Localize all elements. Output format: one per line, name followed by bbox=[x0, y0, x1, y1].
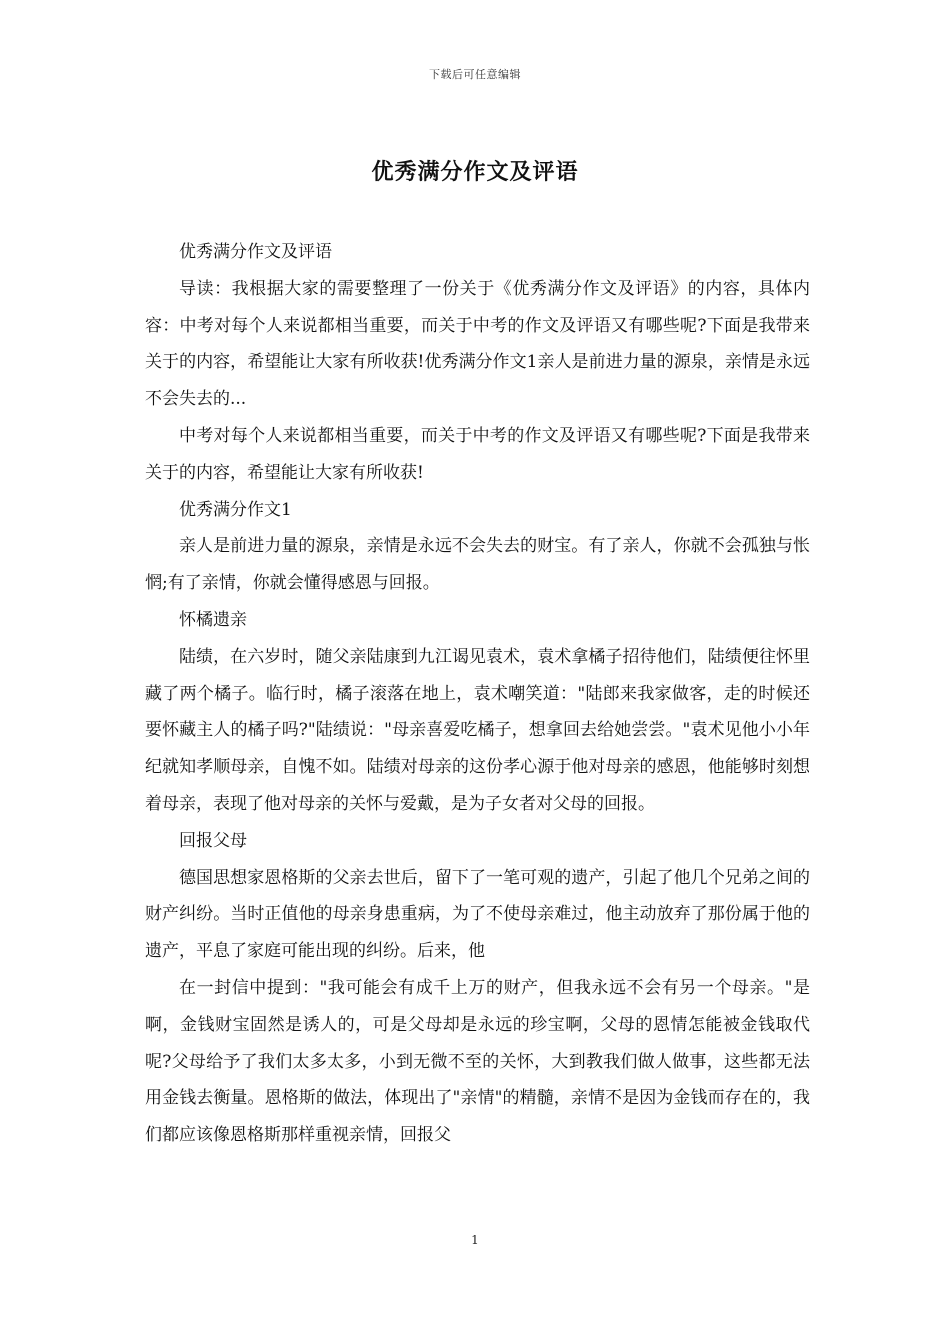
paragraph-subtitle: 优秀满分作文及评语 bbox=[179, 242, 332, 262]
document-title: 优秀满分作文及评语 bbox=[371, 159, 579, 185]
page-number: 1 bbox=[471, 1233, 479, 1247]
paragraph-preface: 中考对每个人来说都相当重要，而关于中考的作文及评语又有哪些呢?下面是我带来关于的内容，希望能让大家有所收获! bbox=[145, 425, 810, 483]
header-note: 下载后可任意编辑 bbox=[429, 68, 521, 81]
section-heading-essay-1: 优秀满分作文1 bbox=[179, 499, 292, 520]
section-heading-orange: 怀橘遗亲 bbox=[179, 609, 247, 630]
section-heading-repay-parents: 回报父母 bbox=[179, 830, 247, 851]
paragraph-lu-ji-story: 陆绩，在六岁时，随父亲陆康到九江谒见袁术，袁术拿橘子招待他们，陆绩便往怀里藏了两个橘子。临行时，橘子滚落在地上，袁术嘲笑道："陆郎来我家做客，走的时候还要怀藏主人的橘子吗?"陆绩说："母亲喜爱吃橘子，想拿回去给她尝尝。"袁术见他小小年纪就知孝顺母亲，自愧不如。陆绩对母亲的这份孝心源于他对母亲的感恩，他能够时刻想着母亲，表现了他对母亲的关怀与爱戴，是为子女者对父母的回报。 bbox=[145, 646, 810, 814]
paragraph-engels-letter: 在一封信中提到："我可能会有成千上万的财产，但我永远不会有另一个母亲。"是啊，金钱财宝固然是诱人的，可是父母却是永远的珍宝啊，父母的恩情怎能被金钱取代呢?父母给予了我们太多太多，小到无微不至的关怀，大到教我们做人做事，这些都无法用金钱去衡量。恩格斯的做法，体现出了"亲情"的精髓，亲情不是因为金钱而存在的，我们都应该像恩格斯那样重视亲情，回报父 bbox=[145, 977, 810, 1146]
paragraph-intro: 导读：我根据大家的需要整理了一份关于《优秀满分作文及评语》的内容，具体内容：中考对每个人来说都相当重要，而关于中考的作文及评语又有哪些呢?下面是我带来关于的内容，希望能让大家有所收获!优秀满分作文1亲人是前进力量的源泉，亲情是永远不会失去的... bbox=[145, 278, 810, 410]
document-body bbox=[145, 234, 810, 1154]
paragraph-engels-inheritance: 德国思想家恩格斯的父亲去世后，留下了一笔可观的遗产，引起了他几个兄弟之间的财产纠纷。当时正值他的母亲身患重病，为了不使母亲难过，他主动放弃了那份属于他的遗产，平息了家庭可能出现的纠纷。后来，他 bbox=[145, 867, 810, 962]
paragraph-family-treasure: 亲人是前进力量的源泉，亲情是永远不会失去的财宝。有了亲人，你就不会孤独与怅惘;有了亲情，你就会懂得感恩与回报。 bbox=[145, 536, 810, 594]
